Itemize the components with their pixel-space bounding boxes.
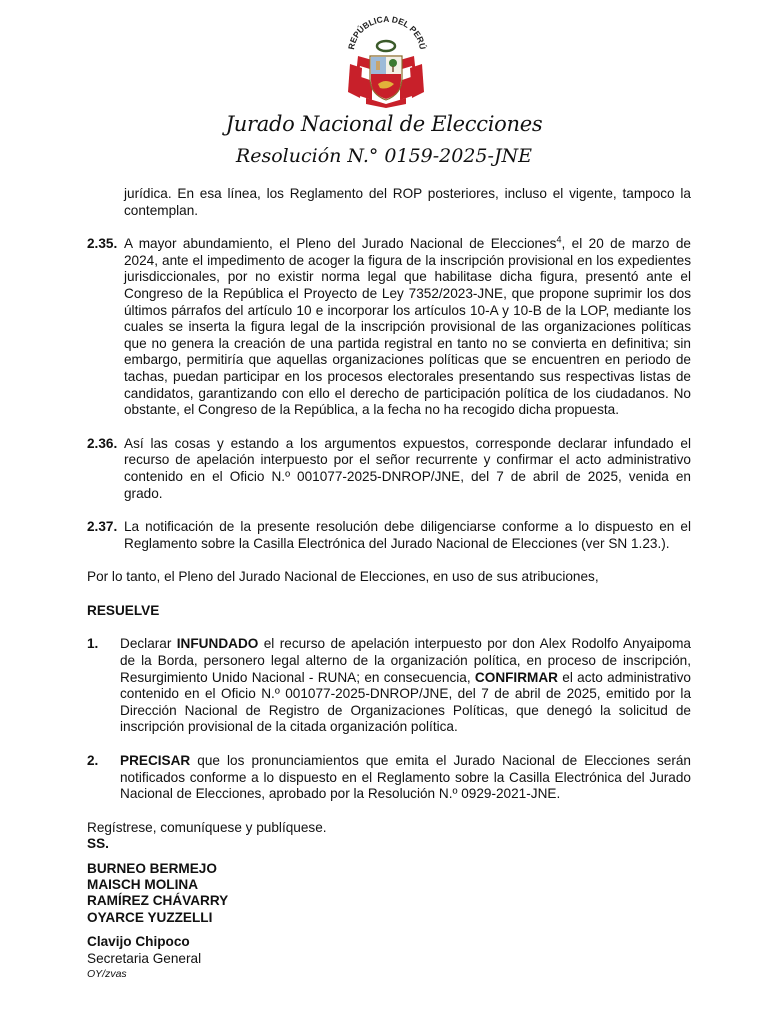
signature-block xyxy=(87,820,691,981)
section-2-36 xyxy=(87,436,691,502)
section-text: Así las cosas y estando a los argumentos expuestos, corresponde declarar infundado el recurso de apelación interpuesto por el señor recurrente y confirmar el acto administrativo contenido en el Oficio N.º 001077-2025-DNROP/JNE, del 7 de abril de 2025, venida en grado. xyxy=(124,435,691,501)
resolution-text: Declarar xyxy=(120,636,177,652)
section-number: 2.37. xyxy=(87,519,118,535)
resolution-number: Resolución N.° 0159-2025-JNE xyxy=(235,145,533,167)
resolution-keyword-confirmar: CONFIRMAR xyxy=(474,669,558,685)
ss-label: SS. xyxy=(87,836,109,852)
section-2-37 xyxy=(87,519,691,552)
member-name: BURNEO BERMEJO xyxy=(87,860,217,876)
svg-text:REPÚBLICA DEL PERÚ xyxy=(346,14,429,50)
peru-coat-of-arms-icon xyxy=(336,8,436,108)
continuation-paragraph: jurídica. En esa línea, los Reglamento del ROP posteriores, incluso el vigente, tampoco la contemplan. xyxy=(124,186,691,218)
resolution-number: 2. xyxy=(87,753,99,769)
section-text-part: , el 20 de marzo de 2024, ante el impedimento de acoger la figura de la inscripción provisional en los expedientes jurisdiccionales, por no existir norma legal que habilitase dicha figura, presentó ante el Congreso de la República el Proyecto de Ley 7352/2023-JNE, que propone suprimir los dos últimos párrafos del artículo 10 e incorporar los artículos 10-A y 10-B de la LOP, mediante los cuales se inserta la figura legal de la inscripción provisional de las organizaciones políticas que no genera la creación de una partida registral en tanto no se convierta en definitiva; sin embargo, permitiría que aquellas organizaciones políticas que se encuentren en periodo de tachas, puedan participar en los procesos electorales presentando sus respectivas listas de candidatos, garantizando con ello el derecho de participación política de los ciudadanos. No obstante, el Congreso de la República, a la fecha no ha recogido dicha propuesta. xyxy=(124,236,691,418)
resolution-keyword-precisar: PRECISAR xyxy=(120,753,191,769)
resolution-keyword-infundado: INFUNDADO xyxy=(176,636,259,652)
member-name: OYARCE YUZZELLI xyxy=(87,909,213,925)
document-body xyxy=(87,186,691,981)
resolution-text: que los pronunciamientos que emita el Jurado Nacional de Elecciones serán notificados conforme a lo dispuesto en el Reglamento sobre la Casilla Electrónica del Jurado Nacional de Elecciones, aprobado por la Resolución N.º 0929-2021-JNE. xyxy=(120,753,691,802)
institution-title: Jurado Nacional de Elecciones xyxy=(225,112,543,136)
resolution-text: el acto administrativo contenido en el Oficio N.º 001077-2025-DNROP/JNE, del 7 de abril de 2025, emitido por la Dirección Nacional de Registro de Organizaciones Políticas, que denegó la solicitud de inscripción provisional de la citada organización política. xyxy=(120,669,691,735)
resolution-number: 1. xyxy=(87,636,99,652)
resolution-item-1 xyxy=(87,636,691,736)
secretary-name: Clavijo Chipoco xyxy=(87,934,190,950)
member-name: MAISCH MOLINA xyxy=(87,877,199,893)
section-number: 2.35. xyxy=(87,236,118,252)
initials: OY/zvas xyxy=(87,968,127,981)
por-lo-tanto-paragraph: Por lo tanto, el Pleno del Jurado Nacional de Elecciones, en uso de sus atribuciones, xyxy=(87,569,599,585)
footnote-ref[interactable]: 4 xyxy=(556,234,562,245)
resolution-item-2 xyxy=(87,753,691,803)
section-text-part: A mayor abundamiento, el Pleno del Jurado Nacional de Elecciones xyxy=(124,236,557,252)
closing-formula: Regístrese, comuníquese y publíquese. xyxy=(87,819,327,835)
resuelve-heading: RESUELVE xyxy=(87,602,160,618)
section-text: La notificación de la presente resolución debe diligenciarse conforme a lo dispuesto en el Reglamento sobre la Casilla Electrónica del Jurado Nacional de Elecciones (ver SN 1.23.). xyxy=(124,519,691,551)
section-2-35 xyxy=(87,236,691,419)
member-name: RAMÍREZ CHÁVARRY xyxy=(87,893,229,909)
secretary-title: Secretaria General xyxy=(87,950,202,966)
resolution-text: el recurso de apelación interpuesto por don Alex Rodolfo Anyaipoma de la Borda, personero legal alterno de la organización política, en proceso de inscripción, Resurgimiento Unido Nacional - RUNA; en consecuencia, xyxy=(120,636,691,685)
crest-label: REPÚBLICA DEL PERÚ xyxy=(346,13,428,51)
section-number: 2.36. xyxy=(87,435,118,451)
